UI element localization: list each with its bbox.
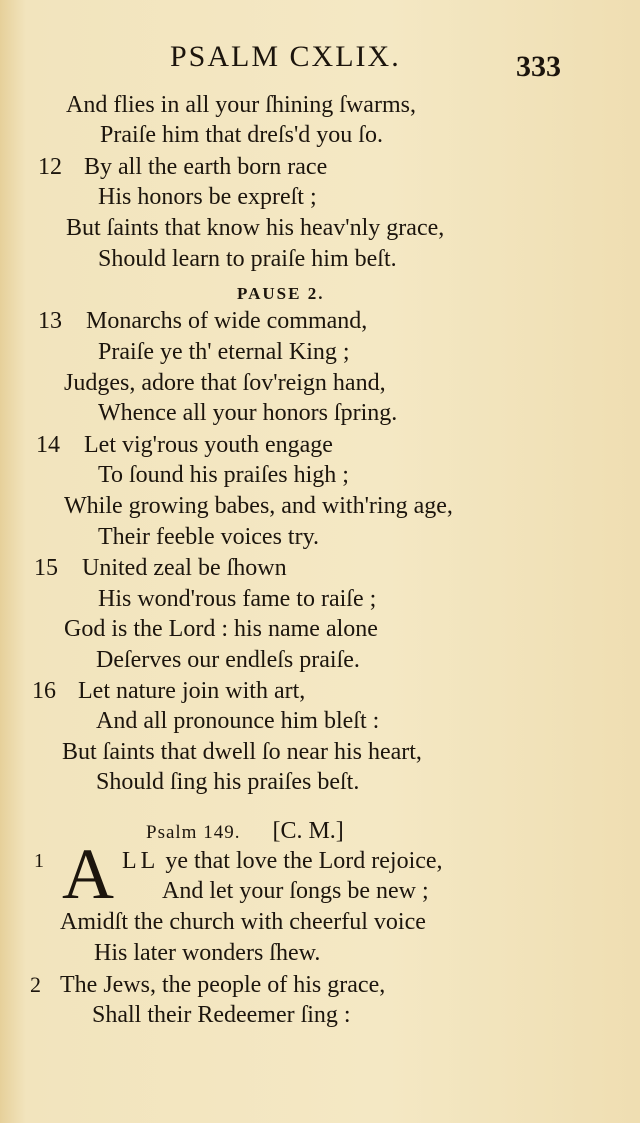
verse-line xyxy=(122,846,443,876)
verse-line: Should ſing his praiſes beſt. xyxy=(96,769,360,795)
verse-line: United zeal be ſhown xyxy=(82,555,287,581)
verse-line-rest: ye that love the Lord rejoice, xyxy=(165,848,443,874)
drop-cap: A xyxy=(62,834,114,914)
verse-line: His honors be expreſt ; xyxy=(98,184,317,210)
verse-line: And let your ſongs be new ; xyxy=(162,878,429,904)
psalm-number: Psalm 149. xyxy=(146,822,241,843)
verse-line: By all the earth born race xyxy=(84,154,328,180)
verse-line: But ſaints that dwell ſo near his heart, xyxy=(62,739,422,765)
verse-line: Whence all your honors ſpring. xyxy=(98,400,398,426)
verse-line: Should learn to praiſe him beſt. xyxy=(98,246,397,272)
pause-heading: PAUSE 2. xyxy=(237,284,325,303)
page-title: PSALM CXLIX. xyxy=(170,40,401,73)
verse-line: While growing babes, and with'ring age, xyxy=(64,493,453,519)
running-header xyxy=(0,40,640,83)
verse-line: Judges, adore that ſov'reign hand, xyxy=(64,370,386,396)
verse-line: God is the Lord : his name alone xyxy=(64,616,378,642)
stanza-number: 15 xyxy=(34,555,58,581)
verse-line: His wond'rous fame to raiſe ; xyxy=(98,586,377,612)
verse-line: Praiſe him that dreſs'd you ſo. xyxy=(100,122,383,148)
verse-line: Let vig'rous youth engage xyxy=(84,432,333,458)
verse-line: The Jews, the people of his grace, xyxy=(60,972,386,998)
stanza-number: 12 xyxy=(38,154,62,180)
stanza-number: 2 xyxy=(30,972,41,997)
stanza-number: 13 xyxy=(38,308,62,334)
meter-label: [C. M.] xyxy=(272,818,344,844)
verse-line: Deſerves our endleſs praiſe. xyxy=(96,647,360,673)
verse-line: To ſound his praiſes high ; xyxy=(98,462,349,488)
psalm-heading xyxy=(146,816,344,848)
stanza-number: 16 xyxy=(32,678,56,704)
stanza-number: 1 xyxy=(34,850,44,872)
verse-line: Let nature join with art, xyxy=(78,678,306,704)
verse-line: His later wonders ſhew. xyxy=(94,940,321,966)
stanza-number: 14 xyxy=(36,432,60,458)
verse-line: Their feeble voices try. xyxy=(98,524,320,550)
verse-line: Amidſt the church with cheerful voice xyxy=(60,909,426,935)
verse-line: But ſaints that know his heav'nly grace, xyxy=(66,215,445,241)
verse-line: And flies in all your ſhining ſwarms, xyxy=(66,92,416,118)
page-number: 333 xyxy=(516,50,561,83)
verse-line: And all pronounce him bleſt : xyxy=(96,708,380,734)
verse-line: Monarchs of wide command, xyxy=(86,308,368,334)
verse-line: Praiſe ye th' eternal King ; xyxy=(98,339,350,365)
first-word-caps: LL xyxy=(122,848,160,874)
verse-line: Shall their Redeemer ſing : xyxy=(92,1002,351,1028)
